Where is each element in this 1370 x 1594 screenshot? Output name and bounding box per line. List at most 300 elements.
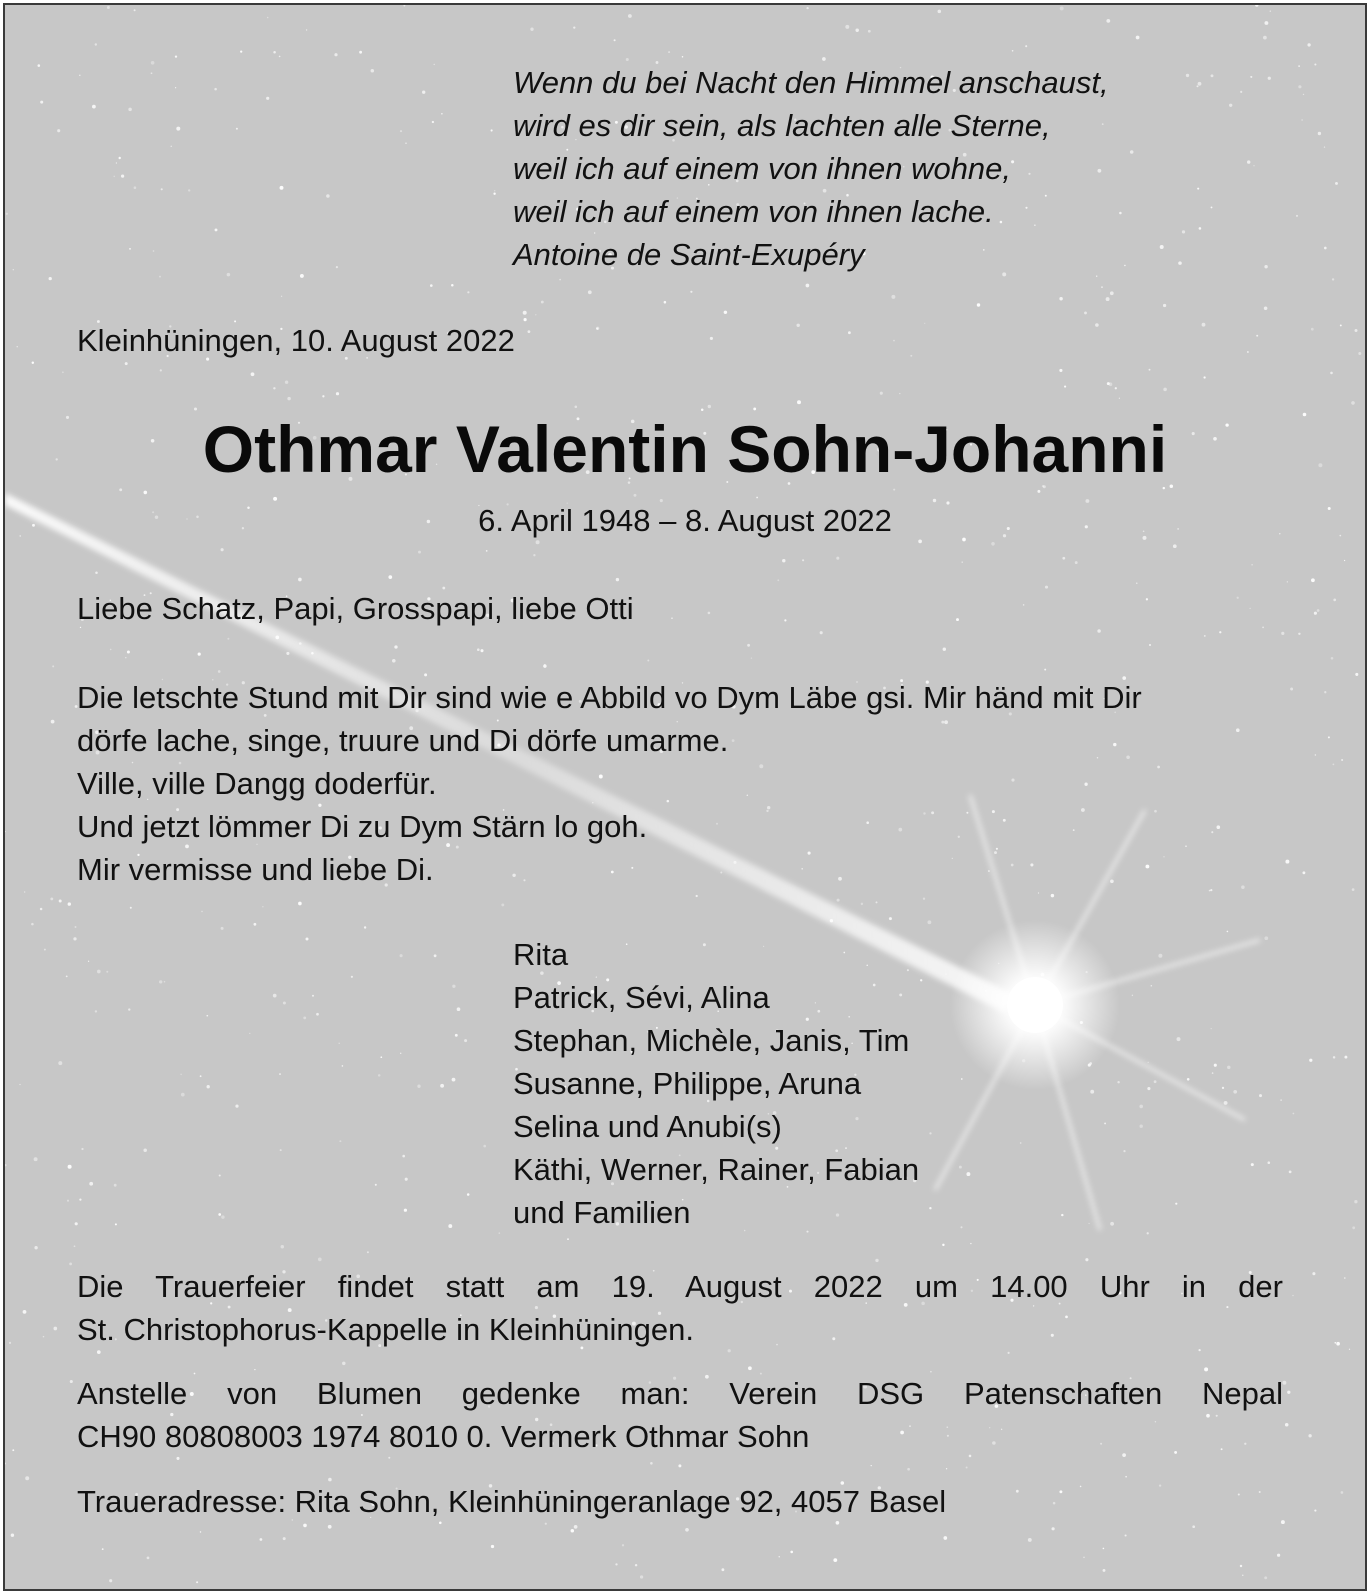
star-dot: [907, 1468, 910, 1471]
star-dot: [876, 901, 878, 903]
star-dot: [400, 130, 402, 132]
star-dot: [889, 917, 892, 920]
star-dot: [724, 311, 727, 314]
star-dot: [528, 330, 531, 333]
star-dot: [338, 1043, 339, 1044]
star-dot: [59, 900, 62, 903]
star-dot: [970, 1243, 971, 1244]
star-dot: [127, 650, 130, 653]
star-dot: [1264, 936, 1268, 940]
quote-author: Antoine de Saint-Exupéry: [513, 237, 865, 272]
star-dot: [1311, 578, 1315, 582]
star-dot: [1340, 324, 1342, 326]
star-dot: [1317, 609, 1320, 612]
star-dot: [1262, 627, 1264, 629]
star-dot: [298, 578, 302, 582]
star-dot: [748, 1366, 752, 1370]
star-dot: [260, 1538, 263, 1541]
star-dot: [1298, 633, 1300, 635]
star-dot: [1146, 598, 1148, 600]
star-dot: [44, 949, 46, 951]
star-dot: [283, 1537, 286, 1540]
star-dot: [1214, 1064, 1217, 1067]
star-dot: [280, 186, 284, 190]
obituary-card: [3, 3, 1367, 1591]
star-dot: [134, 9, 136, 11]
star-dot: [455, 1034, 458, 1037]
star-dot: [1355, 673, 1358, 676]
star-dot: [1303, 94, 1304, 95]
star-dot: [596, 327, 598, 329]
star-dot: [1097, 629, 1101, 633]
star-dot: [1255, 5, 1258, 7]
star-dot: [524, 318, 527, 321]
star-dot: [1314, 63, 1316, 65]
place-and-date: Kleinhüningen, 10. August 2022: [77, 323, 515, 358]
star-dot: [1211, 206, 1213, 208]
star-dot: [24, 891, 25, 892]
star-dot: [188, 189, 190, 191]
star-dot: [279, 56, 281, 58]
star-dot: [267, 17, 269, 19]
star-dot: [1219, 631, 1221, 633]
star-dot: [312, 995, 314, 997]
star-dot: [751, 657, 752, 658]
star-dot: [777, 579, 779, 581]
star-dot: [62, 371, 64, 373]
star-dot: [69, 1263, 72, 1266]
star-dot: [434, 954, 437, 957]
star-dot: [1333, 764, 1335, 766]
star-dot: [221, 1215, 224, 1218]
message-line: Die letschte Stund mit Dir sind wie e Abbild vo Dym Läbe gsi. Mir händ mit Dir: [77, 680, 1142, 715]
star-dot: [1173, 544, 1177, 548]
star-dot: [254, 923, 257, 926]
star-dot: [1139, 1105, 1143, 1109]
star-dot: [1270, 10, 1271, 11]
star-dot: [929, 1207, 931, 1209]
star-dot: [1101, 286, 1103, 288]
star-dot: [1296, 215, 1298, 217]
deceased-name: Othmar Valentin Sohn-Johanni: [202, 412, 1168, 486]
star-dot: [678, 1464, 681, 1467]
star-dot: [1292, 1295, 1293, 1296]
star-dot: [342, 1362, 345, 1365]
star-dot: [336, 266, 338, 268]
star-dot: [279, 1073, 281, 1075]
star-dot: [34, 1246, 37, 1249]
star-dot: [1251, 564, 1253, 566]
star-dot: [6, 213, 8, 215]
star-dot: [806, 284, 810, 288]
star-dot: [1084, 311, 1087, 314]
star-dot: [1324, 247, 1327, 250]
star-dot: [67, 1200, 69, 1202]
star-dot: [1182, 230, 1185, 233]
star-dot: [23, 1310, 27, 1314]
star-dot: [1106, 19, 1110, 23]
farewell-message: [77, 676, 1307, 891]
star-dot: [422, 91, 425, 94]
star-dot: [92, 105, 96, 109]
star-dot: [1268, 1161, 1271, 1164]
star-dot: [924, 323, 925, 324]
star-dot: [286, 652, 289, 655]
star-dot: [1222, 1087, 1224, 1089]
star-dot: [634, 494, 637, 497]
star-dot: [161, 188, 163, 190]
star-dot: [1197, 85, 1199, 87]
star-dot: [102, 1548, 104, 1550]
star-dot: [1130, 150, 1134, 154]
star-dot: [1059, 1490, 1062, 1493]
star-dot: [1160, 245, 1164, 249]
star-dot: [129, 248, 131, 250]
star-dot: [1117, 1081, 1119, 1083]
star-dot: [1314, 1510, 1316, 1512]
star-dot: [959, 1166, 962, 1169]
star-dot: [588, 290, 592, 294]
star-dot: [221, 927, 224, 930]
star-dot: [1045, 586, 1048, 589]
star-dot: [1227, 1066, 1230, 1069]
star-dot: [1341, 759, 1343, 761]
star-dot: [1083, 1557, 1084, 1558]
star-dot: [991, 542, 995, 546]
star-dot: [5, 831, 6, 832]
star-dot: [457, 1007, 461, 1011]
star-dot: [74, 1245, 76, 1247]
star-dot: [119, 488, 122, 491]
star-dot: [394, 645, 397, 648]
star-dot: [1301, 119, 1303, 121]
mourner-line: Rita: [513, 937, 569, 972]
star-dot: [326, 194, 330, 198]
star-dot: [75, 1222, 78, 1225]
star-dot: [1136, 36, 1140, 40]
star-dot: [1318, 132, 1321, 135]
star-dot: [1148, 1062, 1149, 1063]
star-dot: [115, 1223, 117, 1225]
star-dot: [50, 897, 53, 900]
star-dot: [535, 314, 536, 315]
star-dot: [1163, 304, 1166, 307]
star-dot: [1110, 1222, 1114, 1226]
star-dot: [79, 75, 80, 76]
star-dot: [201, 911, 202, 912]
donation-line: Anstelle von Blumen gedenke man: Verein DSG Patenschaften Nepal: [77, 1376, 1283, 1411]
star-dot: [1203, 376, 1205, 378]
quote-line: weil ich auf einem von ihnen wohne,: [513, 151, 1012, 186]
star-dot: [1115, 387, 1117, 389]
star-dot: [151, 61, 155, 65]
star-dot: [280, 1149, 282, 1151]
star-dot: [405, 142, 406, 143]
star-dot: [920, 979, 922, 981]
star-dot: [647, 660, 649, 662]
star-dot: [417, 1085, 420, 1088]
star-dot: [1204, 635, 1206, 637]
star-dot: [1060, 6, 1064, 10]
star-dot: [1335, 182, 1338, 185]
star-dot: [322, 395, 324, 397]
star-dot: [1251, 1163, 1254, 1166]
star-dot: [571, 1529, 575, 1533]
star-dot: [464, 1039, 467, 1042]
star-dot: [1211, 1028, 1212, 1029]
star-dot: [404, 1209, 407, 1212]
star-dot: [1080, 1486, 1082, 1488]
star-dot: [5, 1463, 6, 1465]
star-dot: [1147, 1087, 1150, 1090]
star-dot: [287, 397, 290, 400]
star-dot: [1147, 1232, 1149, 1234]
star-dot: [567, 1238, 569, 1240]
star-dot: [88, 961, 89, 962]
star-dot: [875, 1259, 878, 1262]
star-dot: [1352, 888, 1355, 891]
star-dot: [1088, 1223, 1089, 1224]
star-dot: [961, 1078, 963, 1080]
star-dot: [198, 653, 201, 656]
star-dot: [1354, 1200, 1357, 1203]
star-dot: [367, 1251, 369, 1253]
star-dot: [1233, 1090, 1237, 1094]
star-dot: [668, 51, 670, 53]
star-dot: [1324, 146, 1325, 147]
star-dot: [1332, 278, 1334, 280]
star-dot: [1186, 74, 1189, 77]
star-dot: [499, 1232, 500, 1233]
star-dot: [1341, 1491, 1344, 1494]
star-dot: [820, 631, 823, 634]
star-dot: [240, 50, 242, 52]
star-dot: [1224, 1101, 1228, 1105]
star-dot: [1333, 1056, 1335, 1058]
star-dot: [1149, 644, 1151, 646]
star-dot: [1028, 1538, 1032, 1542]
star-dot: [486, 550, 488, 552]
star-dot: [871, 1465, 872, 1466]
star-dot: [9, 1342, 11, 1344]
star-dot: [121, 174, 124, 177]
star-dot: [1197, 188, 1199, 190]
star-dot: [1202, 323, 1206, 327]
star-dot: [285, 380, 288, 383]
star-dot: [1158, 954, 1162, 958]
star-dot: [109, 1579, 112, 1582]
greeting: Liebe Schatz, Papi, Grosspapi, liebe Otti: [77, 591, 634, 626]
service-notice: [77, 1265, 1283, 1351]
star-dot: [1349, 1349, 1350, 1350]
star-dot: [1281, 1520, 1285, 1524]
star-dot: [855, 28, 858, 31]
star-dot: [1355, 329, 1358, 332]
star-dot: [31, 923, 34, 926]
star-dot: [782, 559, 785, 562]
star-dot: [57, 129, 60, 132]
star-dot: [128, 1008, 130, 1010]
star-dot: [400, 954, 403, 957]
star-dot: [375, 1184, 377, 1186]
star-dot: [440, 1084, 444, 1088]
star-dot: [946, 1468, 947, 1469]
star-dot: [1136, 583, 1137, 584]
star-dot: [451, 284, 454, 287]
star-dot: [710, 337, 713, 340]
star-dot: [1315, 754, 1316, 755]
star-dot: [836, 557, 839, 560]
star-dot: [114, 1184, 117, 1187]
star-dot: [1059, 297, 1062, 300]
star-dot: [334, 53, 337, 56]
star-dot: [227, 638, 229, 640]
star-dot: [196, 1581, 198, 1583]
star-dot: [402, 1155, 405, 1158]
star-dot: [1344, 1277, 1346, 1279]
star-dot: [1212, 1072, 1214, 1074]
star-dot: [303, 1016, 306, 1019]
star-dot: [1199, 227, 1202, 230]
star-dot: [58, 1061, 62, 1065]
star-dot: [81, 1148, 83, 1150]
star-dot: [51, 720, 55, 724]
star-dot: [1159, 1484, 1161, 1486]
star-dot: [25, 1476, 29, 1480]
star-dot: [708, 405, 711, 408]
star-dot: [106, 971, 108, 973]
star-dot: [1154, 1080, 1157, 1083]
star-dot: [432, 121, 434, 123]
star-dot: [364, 926, 366, 928]
star-dot: [300, 274, 304, 278]
star-dot: [75, 926, 77, 928]
star-dot: [175, 55, 177, 57]
star-dot: [38, 64, 41, 67]
star-dot: [218, 1213, 221, 1216]
star-dot: [1282, 1381, 1286, 1385]
service-line: St. Christophorus-Kappelle in Kleinhüningen.: [77, 1312, 694, 1347]
star-dot: [1324, 691, 1326, 693]
star-dot: [151, 72, 153, 74]
star-dot: [966, 1467, 968, 1469]
star-dot: [1038, 892, 1039, 893]
mourner-line: Susanne, Philippe, Aruna: [513, 1066, 862, 1101]
star-dot: [1336, 1342, 1340, 1346]
star-dot: [1008, 1352, 1010, 1354]
star-dot: [95, 43, 97, 45]
star-dot: [418, 551, 421, 554]
star-dot: [434, 64, 435, 65]
star-dot: [380, 1056, 382, 1058]
star-dot: [125, 657, 126, 658]
star-dot: [1163, 388, 1167, 392]
star-dot: [1287, 581, 1288, 582]
star-dot: [97, 970, 101, 974]
service-line: Die Trauerfeier findet statt am 19. August 2022 um 14.00 Uhr in der: [77, 1269, 1283, 1304]
star-dot: [942, 1244, 944, 1246]
star-dot: [1025, 45, 1027, 47]
star-dot: [880, 392, 883, 395]
star-dot: [1016, 1490, 1019, 1493]
star-dot: [1311, 328, 1314, 331]
star-dot: [1334, 1342, 1336, 1344]
donation-line: CH90 80808003 1974 8010 0. Vermerk Othmar Sohn: [77, 1419, 810, 1454]
star-dot: [298, 902, 302, 906]
star-dot: [682, 56, 684, 58]
star-dot: [1312, 1272, 1315, 1275]
star-dot: [753, 407, 756, 410]
star-dot: [491, 1545, 494, 1548]
star-dot: [359, 51, 362, 54]
star-dot: [1085, 1258, 1088, 1261]
star-dot: [1314, 612, 1317, 615]
star-dot: [685, 1528, 689, 1532]
star-dot: [171, 146, 172, 147]
star-dot: [175, 87, 176, 88]
star-dot: [664, 301, 667, 304]
star-dot: [159, 980, 162, 983]
star-dot: [635, 1564, 637, 1566]
star-dot: [12, 1449, 14, 1451]
star-dot: [1331, 657, 1334, 660]
star-dot: [218, 670, 221, 673]
star-dot: [573, 26, 575, 28]
star-dot: [130, 907, 132, 909]
star-dot: [160, 369, 162, 371]
star-dot: [1119, 398, 1120, 399]
message-line: Und jetzt lömmer Di zu Dym Stärn lo goh.: [77, 809, 648, 844]
star-dot: [628, 14, 632, 18]
star-dot: [1309, 1059, 1312, 1062]
star-dot: [891, 295, 895, 299]
star-dot: [405, 1178, 408, 1181]
star-dot: [1204, 1367, 1208, 1371]
star-dot: [273, 51, 276, 54]
star-dot: [943, 1536, 947, 1540]
star-dot: [430, 284, 433, 287]
star-dot: [1264, 307, 1268, 311]
star-dot: [1268, 77, 1271, 80]
star-dot: [806, 7, 808, 9]
star-dot: [1125, 1534, 1127, 1536]
star-dot: [1103, 1548, 1105, 1550]
star-dot: [1064, 386, 1066, 388]
star-dot: [1075, 561, 1078, 564]
star-dot: [893, 489, 895, 491]
star-dot: [1264, 21, 1268, 25]
star-dot: [5, 1164, 7, 1166]
star-dot: [273, 387, 275, 389]
star-dot: [116, 162, 117, 163]
star-dot: [1177, 1037, 1181, 1041]
star-dot: [1053, 1502, 1056, 1505]
star-dot: [180, 1074, 181, 1075]
star-dot: [1187, 1078, 1190, 1081]
star-dot: [1281, 632, 1284, 635]
star-dot: [1151, 985, 1153, 987]
star-dot: [616, 578, 619, 581]
star-dot: [254, 1369, 255, 1370]
star-dot: [113, 176, 114, 177]
star-dot: [1095, 323, 1099, 327]
star-dot: [868, 30, 871, 33]
star-dot: [1227, 931, 1229, 933]
mourner-line: Selina und Anubi(s): [513, 1109, 782, 1144]
star-dot: [690, 291, 692, 293]
star-dot: [1285, 1423, 1289, 1427]
star-dot: [501, 903, 504, 906]
